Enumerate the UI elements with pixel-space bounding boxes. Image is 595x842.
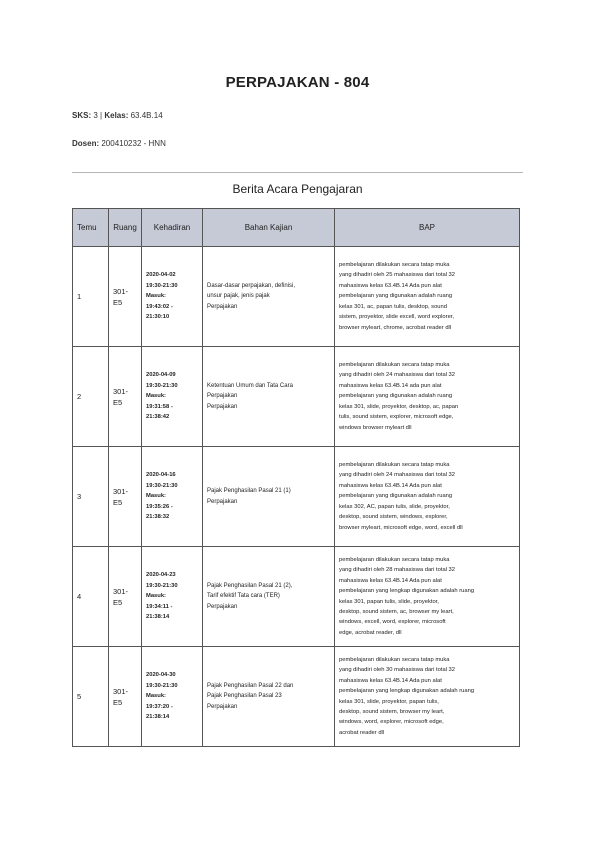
cell-ruang: 301- E5 xyxy=(109,347,142,447)
section-title: Berita Acara Pengajaran xyxy=(232,182,363,196)
cell-bahan-kajian: Pajak Penghasilan Pasal 21 (1) Perpajakan xyxy=(203,447,335,547)
cell-temu: 4 xyxy=(73,547,109,647)
dosen-value: 200410232 - HNN xyxy=(101,139,166,148)
table-row xyxy=(73,447,520,547)
cell-bahan-kajian: Ketentuan Umum dan Tata Cara Perpajakan Perpajakan xyxy=(203,347,335,447)
divider xyxy=(72,172,523,173)
table-header-row xyxy=(73,209,520,247)
cell-bap: pembelajaran dilakukan secara tatap muka yang dihadiri oleh 30 mahasiswa dari total 32 mahasiswa kelas 63.4B.14 Ada pun alat pembelajaran yang lengkap digunakan adalah ruang kelas 301, slide, proyektor, papan tulis, desktop, sound sistem, browser my leart, windows, word, explorer, microsoft edge, acrobat reader dll xyxy=(335,647,520,747)
cell-ruang: 301- E5 xyxy=(109,647,142,747)
cell-bap: pembelajaran dilakukan secara tatap muka yang dihadiri oleh 24 mahasiswa dari total 32 mahasiswa kelas 63.4B.14 ada pun alat pembelajaran yang digunakan adalah ruang kelas 301, slide, proyektor, desktop, ac, papan tulis, sound sistem, explorer, microsoft edge, windows browser myleart dll xyxy=(335,347,520,447)
cell-bap: pembelajaran dilakukan secara tatap muka yang dihadiri oleh 24 mahasiswa dari total 32 mahasiswa kelas 63.4B.14 Ada pun alat pembelajaran yang digunakan adalah ruang kelas 302, AC, papan tulis, slide, proyektor, desktop, sound sistem, windows, explorer, browser myleart, microsoft edge, word, excell dll xyxy=(335,447,520,547)
cell-bahan-kajian: Pajak Penghasilan Pasal 22 dan Pajak Penghasilan Pasal 23 Perpajakan xyxy=(203,647,335,747)
course-meta xyxy=(72,111,163,120)
lecturer-meta xyxy=(72,139,166,148)
sks-value: 3 xyxy=(93,111,98,120)
sks-label: SKS: xyxy=(72,111,92,120)
cell-temu: 3 xyxy=(73,447,109,547)
cell-kehadiran: 2020-04-30 19:30-21:30 Masuk: 19:37:20 - 21:38:14 xyxy=(142,647,203,747)
cell-ruang: 301- E5 xyxy=(109,447,142,547)
cell-kehadiran: 2020-04-23 19:30-21:30 Masuk: 19:34:11 - 21:38:14 xyxy=(142,547,203,647)
cell-kehadiran: 2020-04-02 19:30-21:30 Masuk: 19:43:02 - 21:30:10 xyxy=(142,247,203,347)
table-row xyxy=(73,647,520,747)
cell-temu: 1 xyxy=(73,247,109,347)
header-ruang: Ruang xyxy=(109,209,142,247)
cell-temu: 2 xyxy=(73,347,109,447)
dosen-label: Dosen: xyxy=(72,139,100,148)
table-row xyxy=(73,247,520,347)
cell-temu: 5 xyxy=(73,647,109,747)
header-kehadiran: Kehadiran xyxy=(142,209,203,247)
cell-bahan-kajian: Pajak Penghasilan Pasal 21 (2), Tarif efektif Tata cara (TER) Perpajakan xyxy=(203,547,335,647)
header-bahan-kajian: Bahan Kajian xyxy=(203,209,335,247)
kelas-label: Kelas: xyxy=(104,111,129,120)
cell-bap: pembelajaran dilakukan secara tatap muka yang dihadiri oleh 28 mahasiswa dari total 32 mahasiswa kelas 63.4B.14 Ada pun alat pembelajaran yang lengkap digunakan adalah ruang kelas 301, papan tulis, slide, proyektor, desktop, sound sistem, ac, browser my leart, windows, excell, word, explorer, microsoft edge, acrobat reader, dll xyxy=(335,547,520,647)
kelas-value: 63.4B.14 xyxy=(130,111,163,120)
header-temu: Temu xyxy=(73,209,109,247)
page-title: PERPAJAKAN - 804 xyxy=(225,74,370,91)
meta-separator: | xyxy=(100,111,103,120)
table-row xyxy=(73,347,520,447)
cell-bap: pembelajaran dilakukan secara tatap muka yang dihadiri oleh 25 mahasiswa dari total 32 mahasiswa kelas 63.4B.14 Ada pun alat pembelajaran yang digunakan adalah ruang kelas 301, ac, papan tulis, desktop, sound sistem, proyektor, slide excell, word explorer, browser myleart, chrome, acrobat reader dll xyxy=(335,247,520,347)
bap-table xyxy=(72,208,520,747)
header-bap: BAP xyxy=(335,209,520,247)
cell-ruang: 301- E5 xyxy=(109,547,142,647)
cell-kehadiran: 2020-04-16 19:30-21:30 Masuk: 19:35:26 - 21:38:32 xyxy=(142,447,203,547)
table-row xyxy=(73,547,520,647)
cell-ruang: 301- E5 xyxy=(109,247,142,347)
cell-kehadiran: 2020-04-09 19:30-21:30 Masuk: 19:31:58 - 21:38:42 xyxy=(142,347,203,447)
cell-bahan-kajian: Dasar-dasar perpajakan, definisi, unsur pajak, jenis pajak Perpajakan xyxy=(203,247,335,347)
